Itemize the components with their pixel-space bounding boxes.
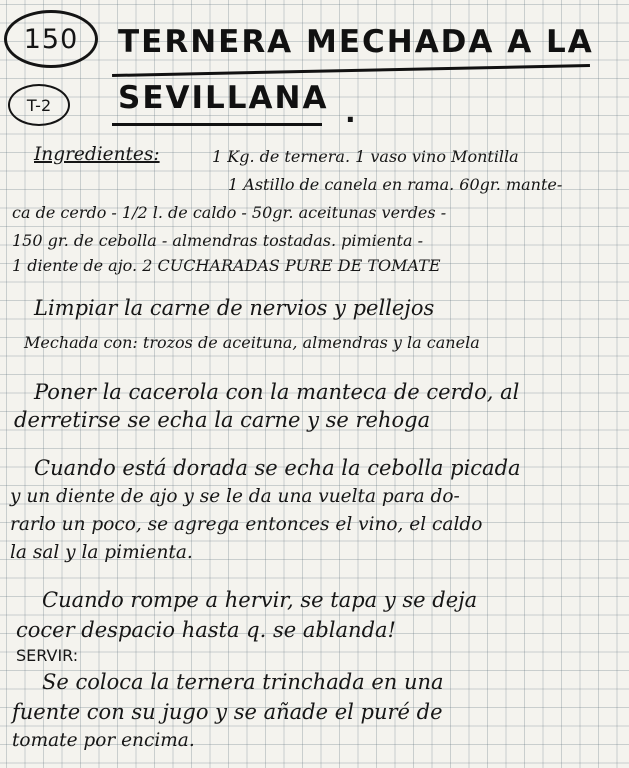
step-line: la sal y la pimienta. [10, 542, 193, 563]
step-line: Limpiar la carne de nervios y pellejos [34, 296, 435, 320]
ingredient-line: 1 Astillo de canela en rama. 60gr. mante- [228, 175, 563, 194]
step-line: tomate por encima. [12, 730, 195, 751]
recipe-title-line-2: SEVILLANA [118, 80, 329, 116]
title-period: . [345, 96, 356, 129]
step-line: Cuando está dorada se echa la cebolla picada [34, 456, 521, 480]
step-line: y un diente de ajo y se le da una vuelta para do- [10, 486, 460, 507]
ingredient-line: ca de cerdo - 1/2 l. de caldo - 50gr. aceitunas verdes - [12, 203, 447, 222]
step-line: Cuando rompe a hervir, se tapa y se deja [42, 588, 478, 612]
title-underline-2 [112, 123, 322, 126]
ingredient-line: 1 Kg. de ternera. 1 vaso vino Montilla [212, 147, 519, 166]
step-line: Poner la cacerola con la manteca de cerdo, al [34, 380, 520, 404]
ingredient-line: 1 diente de ajo. 2 CUCHARADAS PURE DE TOMATE [12, 256, 441, 275]
ingredient-line: 150 gr. de cebolla - almendras tostadas. pimienta - [12, 231, 423, 250]
step-line: Mechada con: trozos de aceituna, almendras y la canela [24, 333, 480, 352]
recipe-number: 150 [23, 23, 79, 55]
serve-label: SERVIR: [16, 646, 79, 665]
step-line: Se coloca la ternera trinchada en una [42, 670, 444, 694]
step-line: fuente con su jugo y se añade el puré de [12, 700, 443, 724]
ingredients-label: Ingredientes: [34, 144, 160, 165]
step-line: derretirse se echa la carne y se rehoga [14, 408, 431, 432]
step-line: cocer despacio hasta q. se ablanda! [16, 618, 396, 642]
title-underline-1 [112, 64, 590, 77]
step-line: rarlo un poco, se agrega entonces el vino, el caldo [10, 514, 483, 535]
recipe-code-circle [8, 84, 70, 126]
recipe-number-circle [4, 10, 98, 68]
recipe-title-line-1: TERNERA MECHADA A LA [118, 24, 594, 60]
recipe-code: T-2 [26, 95, 52, 115]
